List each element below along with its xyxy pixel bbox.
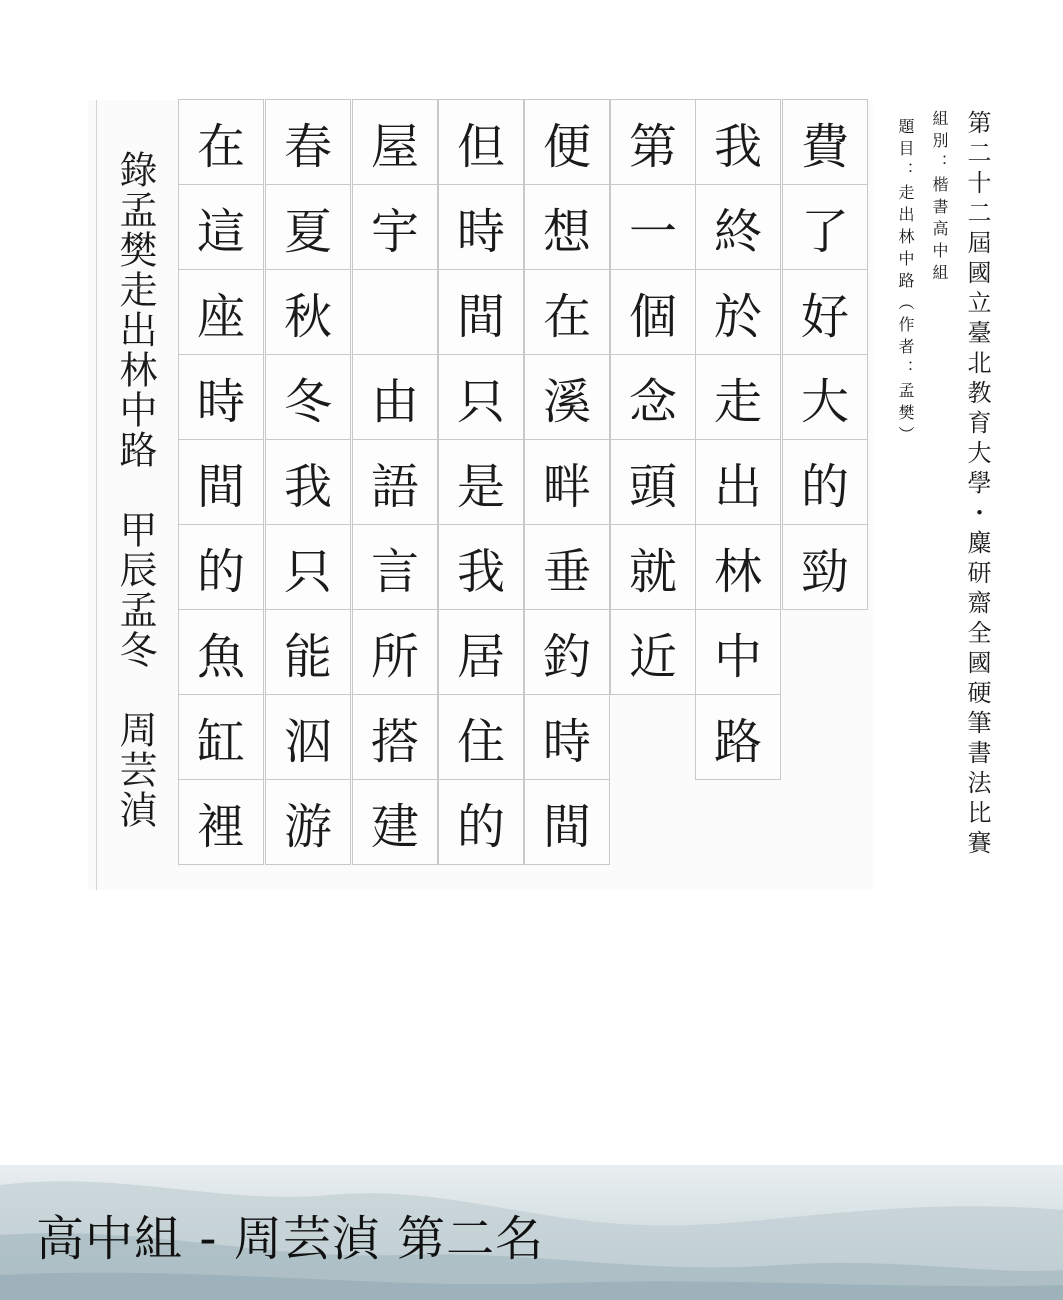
character-cell: 念 xyxy=(610,354,696,440)
character-cell: 第 xyxy=(610,99,696,185)
grid-column xyxy=(438,100,524,865)
character-cell: 就 xyxy=(610,524,696,610)
award-caption: 高中組 - 周芸湞 第二名 xyxy=(36,1211,545,1267)
character-cell: 我 xyxy=(438,524,524,610)
competition-title: 第二十二屆國立臺北教育大學・麋研齋全國硬筆書法比賽 xyxy=(963,110,991,860)
character-cell: 間 xyxy=(524,779,610,865)
character-cell: 語 xyxy=(352,439,438,525)
character-cell: 時 xyxy=(438,184,524,270)
character-cell: 我 xyxy=(695,99,781,185)
character-cell: 秋 xyxy=(265,269,351,355)
character-cell: 的 xyxy=(178,524,264,610)
character-cell: 裡 xyxy=(178,779,264,865)
character-cell: 垂 xyxy=(524,524,610,610)
character-cell: 在 xyxy=(524,269,610,355)
character-cell: 的 xyxy=(782,439,868,525)
character-cell: 想 xyxy=(524,184,610,270)
character-cell: 言 xyxy=(352,524,438,610)
grid-column xyxy=(352,100,438,865)
character-cell: 居 xyxy=(438,609,524,695)
character-cell: 終 xyxy=(695,184,781,270)
character-cell: 大 xyxy=(782,354,868,440)
character-cell: 費 xyxy=(782,99,868,185)
character-cell xyxy=(352,269,438,355)
grid-column xyxy=(265,100,351,865)
character-cell: 搭 xyxy=(352,694,438,780)
character-cell: 走 xyxy=(695,354,781,440)
character-cell: 了 xyxy=(782,184,868,270)
character-cell: 好 xyxy=(782,269,868,355)
character-cell: 只 xyxy=(438,354,524,440)
character-cell: 是 xyxy=(438,439,524,525)
topic-label: 題目：走出林中路（作者：孟樊） xyxy=(896,118,915,448)
character-cell: 一 xyxy=(610,184,696,270)
character-cell: 近 xyxy=(610,609,696,695)
character-cell: 泅 xyxy=(265,694,351,780)
character-cell: 宇 xyxy=(352,184,438,270)
character-cell: 座 xyxy=(178,269,264,355)
character-cell: 中 xyxy=(695,609,781,695)
character-cell: 時 xyxy=(178,354,264,440)
character-cell: 缸 xyxy=(178,694,264,780)
grid-column xyxy=(782,100,868,610)
group-label: 組別：楷書高中組 xyxy=(930,110,949,286)
character-cell: 游 xyxy=(265,779,351,865)
character-cell: 建 xyxy=(352,779,438,865)
character-cell: 屋 xyxy=(352,99,438,185)
character-cell: 便 xyxy=(524,99,610,185)
character-cell: 頭 xyxy=(610,439,696,525)
character-cell: 間 xyxy=(178,439,264,525)
character-cell: 春 xyxy=(265,99,351,185)
character-cell: 時 xyxy=(524,694,610,780)
character-cell: 只 xyxy=(265,524,351,610)
signature-inscription: 錄孟樊走出林中路 甲辰孟冬 周芸湞 xyxy=(113,150,157,830)
character-cell: 釣 xyxy=(524,609,610,695)
sheet-border xyxy=(96,100,97,890)
character-cell: 魚 xyxy=(178,609,264,695)
character-cell: 間 xyxy=(438,269,524,355)
character-cell: 住 xyxy=(438,694,524,780)
character-cell: 我 xyxy=(265,439,351,525)
grid-column xyxy=(695,100,781,780)
character-cell: 冬 xyxy=(265,354,351,440)
character-cell: 林 xyxy=(695,524,781,610)
character-cell: 但 xyxy=(438,99,524,185)
character-cell: 出 xyxy=(695,439,781,525)
grid-column xyxy=(524,100,610,865)
grid-column xyxy=(178,100,264,865)
character-cell: 畔 xyxy=(524,439,610,525)
character-cell: 的 xyxy=(438,779,524,865)
character-cell: 路 xyxy=(695,694,781,780)
grid-column xyxy=(610,100,696,695)
character-cell: 個 xyxy=(610,269,696,355)
character-cell: 由 xyxy=(352,354,438,440)
character-cell: 能 xyxy=(265,609,351,695)
character-cell: 在 xyxy=(178,99,264,185)
character-cell: 勁 xyxy=(782,524,868,610)
character-cell: 溪 xyxy=(524,354,610,440)
character-cell: 於 xyxy=(695,269,781,355)
character-cell: 所 xyxy=(352,609,438,695)
character-cell: 這 xyxy=(178,184,264,270)
character-cell: 夏 xyxy=(265,184,351,270)
